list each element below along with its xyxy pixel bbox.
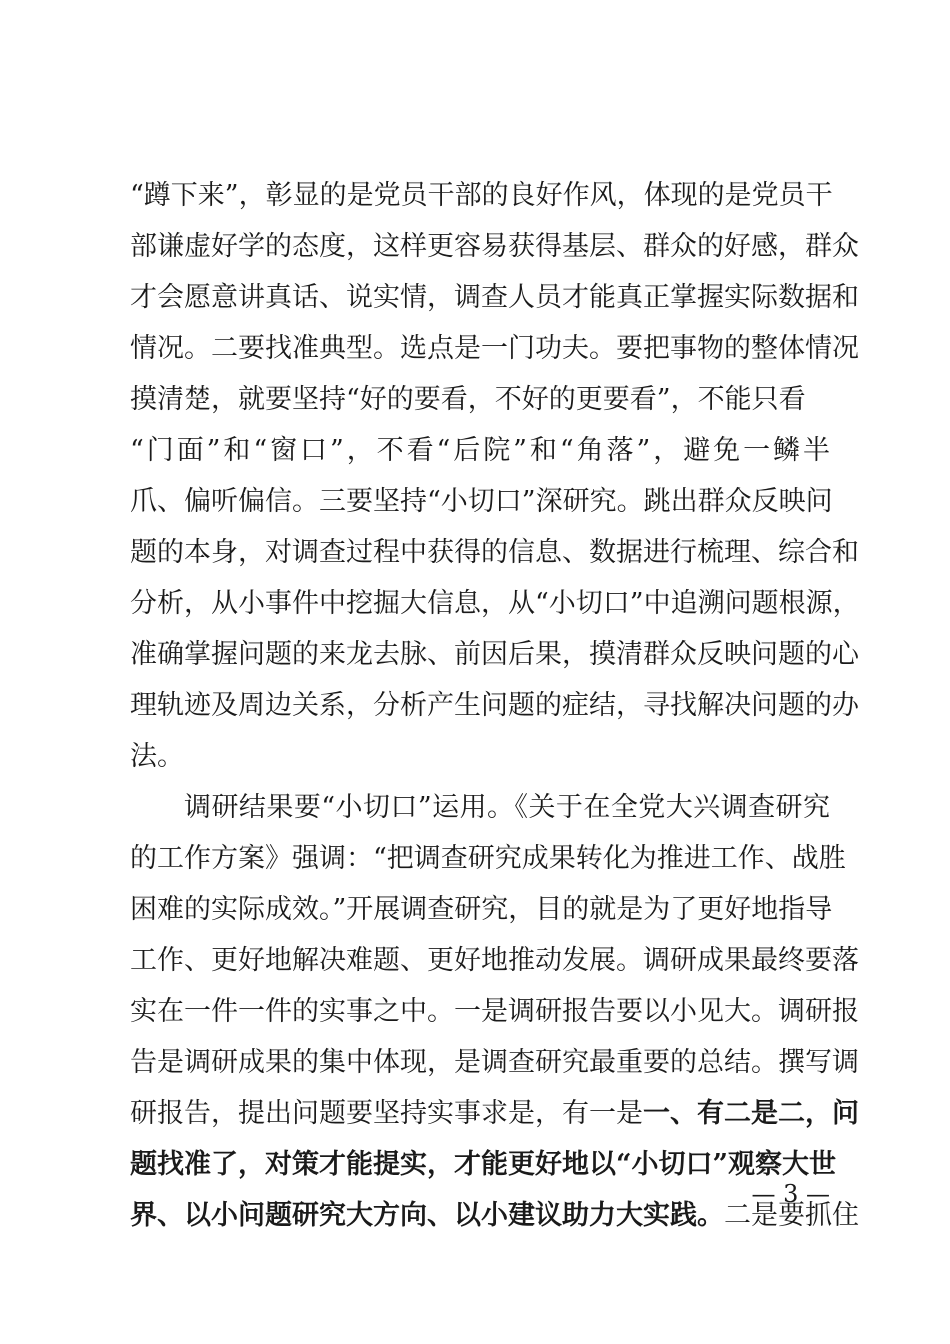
text-line: 实在一件一件的实事之中。一是调研报告要以小见大。调研报: [130, 996, 859, 1027]
text-line: 部谦虚好学的态度，这样更容易获得基层、群众的好感，群众: [130, 231, 859, 262]
text-line: 困难的实际成效。”开展调查研究，目的就是为了更好地指导: [130, 894, 833, 925]
normal-text: 二是要抓住: [724, 1200, 859, 1231]
text-line: 准确掌握问题的来龙去脉、前因后果，摸清群众反映问题的心: [130, 639, 859, 670]
page-number: — 3 —: [751, 1180, 830, 1208]
bold-text: 一、有二是二，问: [643, 1098, 859, 1129]
text-line: 的工作方案》强调：“把调查研究成果转化为推进工作、战胜: [130, 843, 846, 874]
text-line: 理轨迹及周边关系，分析产生问题的症结，寻找解决问题的办: [130, 690, 859, 721]
paragraph-first-line: 调研结果要“小切口”运用。《关于在全党大兴调查研究: [184, 792, 830, 823]
text-line: 摸清楚，就要坚持“好的要看，不好的更要看”，不能只看: [130, 384, 806, 415]
bold-text: 界、以小问题研究大方向、以小建议助力大实践。: [130, 1200, 724, 1231]
normal-text: 研报告，提出问题要坚持实事求是，有一是: [130, 1098, 643, 1129]
text-line: 工作、更好地解决难题、更好地推动发展。调研成果最终要落: [130, 945, 859, 976]
text-line: 告是调研成果的集中体现，是调查研究最重要的总结。撰写调: [130, 1047, 859, 1078]
mixed-text-line: [130, 1190, 859, 1242]
text-line: 爪、偏听偏信。三要坚持“小切口”深研究。跳出群众反映问: [130, 486, 833, 517]
text-line: 法。: [130, 741, 184, 772]
text-line: “蹲下来”，彰显的是党员干部的良好作风，体现的是党员干: [130, 180, 833, 211]
text-line: 才会愿意讲真话、说实情，调查人员才能真正掌握实际数据和: [130, 282, 859, 313]
text-line: 分析，从小事件中挖掘大信息，从“小切口”中追溯问题根源，: [130, 588, 860, 619]
text-line: 题的本身，对调查过程中获得的信息、数据进行梳理、综合和: [130, 537, 859, 568]
bold-text-line: 题找准了，对策才能提实，才能更好地以“小切口”观察大世: [130, 1149, 837, 1180]
mixed-text-line: [130, 1088, 859, 1140]
text-line: “门面”和“窗口”，不看“后院”和“角落”，避免一鳞半: [130, 435, 830, 466]
text-line: 情况。二要找准典型。选点是一门功夫。要把事物的整体情况: [130, 333, 859, 364]
